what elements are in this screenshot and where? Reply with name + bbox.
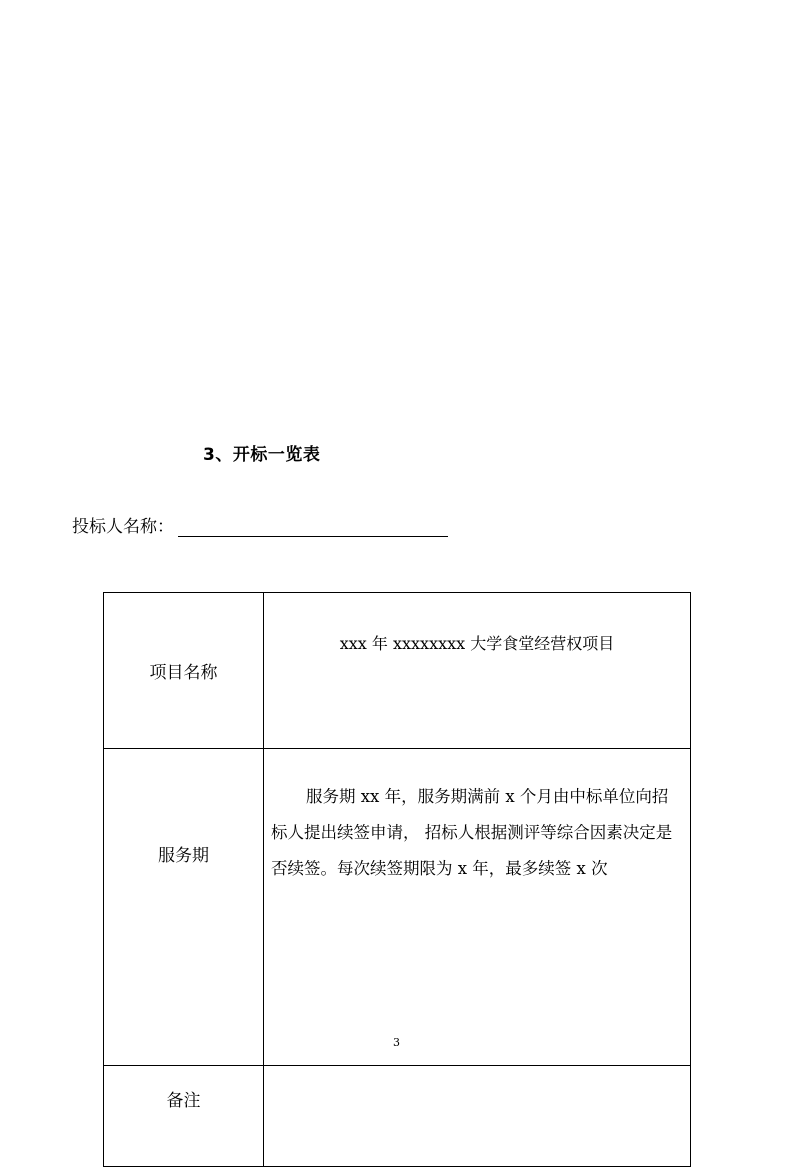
bidder-name-field[interactable]: [178, 518, 448, 537]
bid-opening-summary-table: [103, 592, 691, 1167]
remarks-value: [264, 1066, 691, 1167]
section-title: 3、开标一览表: [203, 445, 321, 465]
project-name-value: xxx 年 xxxxxxxx 大学食堂经营权项目: [264, 593, 691, 749]
service-period-label: 服务期: [104, 749, 264, 1066]
remarks-label: 备注: [104, 1066, 264, 1167]
service-period-value: 服务期 xx 年，服务期满前 x 个月由中标单位向招标人提出续签申请， 招标人根据测评等综合因素决定是否续签。每次续签期限为 x 年，最多续签 x 次: [271, 787, 673, 878]
page-number: 3: [393, 1036, 400, 1049]
bidder-name-label: 投标人名称：: [72, 517, 174, 537]
service-period-cell: [264, 749, 691, 1066]
project-name-label: 项目名称: [104, 593, 264, 749]
table-row-service-period: [104, 749, 691, 1066]
table-row-project-name: [104, 593, 691, 749]
bidder-name-row: [72, 512, 448, 537]
table-row-remarks: [104, 1066, 691, 1167]
